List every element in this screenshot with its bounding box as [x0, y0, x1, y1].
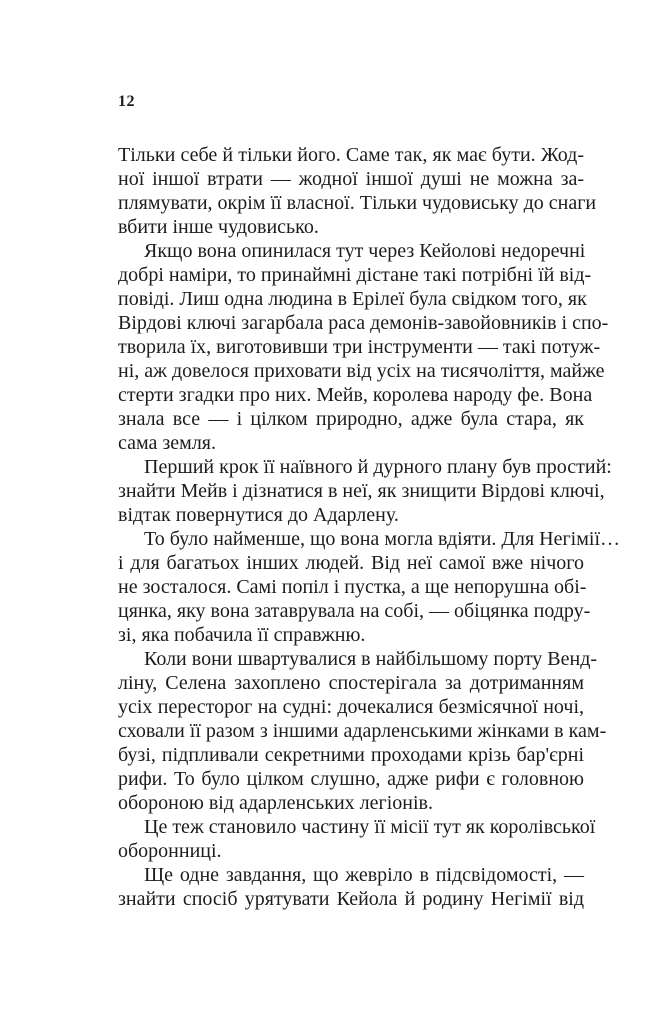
text-line: відтак повернутися до Адарлену.: [118, 504, 399, 526]
text-line: То було найменше, що вона могла вдіяти. Для Негімії…: [144, 528, 621, 550]
text-line: творила їх, виготовивши три інструменти — такі потуж-: [118, 336, 601, 358]
text-line: не зосталося. Самі попіл і пустка, а ще непорушна обі-: [118, 576, 587, 598]
text-line: Коли вони швартувалися в найбільшому порту Венд-: [144, 648, 598, 670]
text-line: вбити інше чудовисько.: [118, 216, 319, 238]
text-line: усіх пересторог на судні: дочекалися безмісячної ночі,: [118, 696, 584, 718]
text-line: добрі наміри, то принаймні дістане такі потрібні їй від-: [118, 264, 592, 286]
text-line: обороною від адарленських легіонів.: [118, 792, 433, 814]
text-line: бузі, підпливали секретними проходами крізь бар'єрні: [118, 744, 584, 766]
text-line: оборонниці.: [118, 840, 222, 862]
text-line: повіді. Лиш одна людина в Ерілеї була свідком того, як: [118, 288, 587, 310]
text-line: ліну, Селена захоплено спостерігала за дотриманням: [118, 672, 584, 694]
text-line: Перший крок її наївного й дурного плану був простий:: [144, 456, 612, 478]
text-line: плямувати, окрім її власної. Тільки чудовиську до снаги: [118, 192, 597, 214]
text-line: ні, аж довелося приховати від усіх на тисячоліття, майже: [118, 360, 605, 382]
text-line: зі, яка побачила її справжню.: [118, 624, 366, 646]
text-line: цянка, яку вона затаврувала на собі, — обіцянка подру-: [118, 600, 591, 622]
text-line: рифи. То було цілком слушно, адже рифи є головною: [118, 768, 584, 790]
text-line: Якщо вона опинилася тут через Кейолові недоречні: [144, 240, 586, 262]
text-line: сховали її разом з іншими адарленськими жінками в кам-: [118, 720, 607, 742]
text-line: знайти спосіб урятувати Кейола й родину Негімії від: [118, 888, 584, 910]
text-line: знайти Мейв і дізнатися в неї, як знищити Вірдові ключі,: [118, 480, 605, 502]
text-line: сама земля.: [118, 432, 217, 454]
text-line: Ще одне завдання, що жевріло в підсвідомості, —: [144, 864, 584, 886]
text-line: і для багатьох інших людей. Від неї самої вже нічого: [118, 552, 584, 574]
text-line: знала все — і цілком природно, адже була стара, як: [118, 408, 584, 430]
text-line: стерти згадки про них. Мейв, королева народу фе. Вона: [118, 384, 593, 406]
text-line: Тільки себе й тільки його. Саме так, як має бути. Жод-: [118, 144, 584, 166]
text-line: Вірдові ключі загарбала раса демонів-завойовників і спо-: [118, 312, 609, 334]
page-number: 12: [118, 93, 135, 110]
text-line: Це теж становило частину її місії тут як королівської: [144, 816, 596, 838]
text-line: ної іншої втрати — жодної іншої душі не можна за-: [118, 168, 584, 190]
